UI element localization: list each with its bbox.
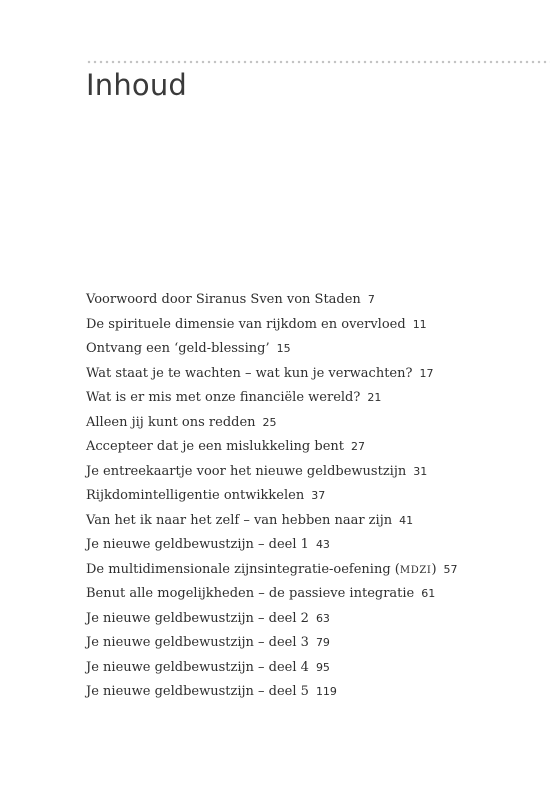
toc-entry [86, 362, 458, 387]
toc-entry-title: Wat is er mis met onze financiële wereld? [86, 390, 361, 405]
toc-entry-page: 25 [262, 415, 277, 429]
toc-entry [86, 484, 458, 509]
toc-entry-page: 61 [421, 587, 436, 600]
toc-entry-title: Ontvang een ‘geld-blessing’ [86, 341, 270, 356]
toc-entry-title: Je nieuwe geldbewustzijn – deel 5 [86, 684, 309, 699]
toc-entry-page: 119 [315, 685, 337, 698]
toc-entry-page: 95 [315, 660, 330, 674]
toc-entry-title: Je entreekaartje voor het nieuwe geldbewustzijn [86, 463, 407, 479]
toc-entry [86, 582, 458, 607]
toc-entry [86, 631, 458, 656]
toc-entry [86, 313, 458, 338]
toc-entry-title: Benut alle mogelijkheden – de passieve integratie [86, 586, 415, 601]
toc-entry-title: Je nieuwe geldbewustzijn – deel 1 [86, 537, 309, 552]
toc-entry-title: Voorwoord door Siranus Sven von Staden [86, 292, 361, 307]
toc-entry [86, 656, 458, 681]
table-of-contents [86, 288, 458, 705]
toc-entry-page: 11 [412, 317, 427, 331]
toc-entry [86, 533, 458, 558]
toc-entry-title: Je nieuwe geldbewustzijn – deel 3 [86, 635, 309, 650]
toc-entry-page: 43 [315, 538, 330, 551]
toc-entry [86, 509, 458, 534]
toc-entry-title: Van het ik naar het zelf – van hebben naar zijn [86, 512, 393, 528]
toc-entry-page: 27 [351, 440, 365, 453]
toc-entry-page: 79 [315, 636, 330, 649]
toc-entry-page: 57 [443, 562, 458, 576]
toc-entry-page: 7 [367, 293, 375, 306]
toc-entry-title-end: ) [431, 561, 437, 577]
toc-entry-page: 21 [367, 391, 382, 404]
toc-entry [86, 460, 458, 485]
toc-entry-title: Alleen jij kunt ons redden [86, 414, 256, 430]
toc-entry-title: Accepteer dat je een mislukkeling bent [86, 439, 344, 454]
toc-entry [86, 607, 458, 632]
toc-entry-page: 41 [399, 513, 414, 527]
toc-entry-page: 15 [276, 342, 291, 355]
page-title: Inhoud [86, 68, 188, 102]
toc-entry-title: Rijkdomintelligentie ontwikkelen [86, 488, 305, 503]
toc-entry-page: 63 [315, 611, 330, 625]
toc-entry [86, 435, 458, 460]
toc-entry [86, 411, 458, 436]
toc-entry-title: De spirituele dimensie van rijkdom en overvloed [86, 316, 406, 332]
toc-entry [86, 337, 458, 362]
toc-entry-page: 31 [413, 464, 428, 478]
toc-entry [86, 680, 458, 705]
toc-entry [86, 558, 458, 583]
toc-entry-page: 17 [419, 366, 434, 380]
toc-entry [86, 386, 458, 411]
toc-entry-title: Je nieuwe geldbewustzijn – deel 2 [86, 610, 309, 626]
toc-entry-title: Wat staat je te wachten – wat kun je verwachten? [86, 365, 413, 381]
toc-entry-title: De multidimensionale zijnsintegratie-oefening ( [86, 561, 400, 577]
dotted-rule [86, 60, 550, 64]
toc-entry-title: Je nieuwe geldbewustzijn – deel 4 [86, 659, 309, 675]
toc-entry-page: 37 [311, 489, 326, 502]
toc-entry [86, 288, 458, 313]
toc-entry-abbreviation: MDZI [399, 564, 432, 576]
